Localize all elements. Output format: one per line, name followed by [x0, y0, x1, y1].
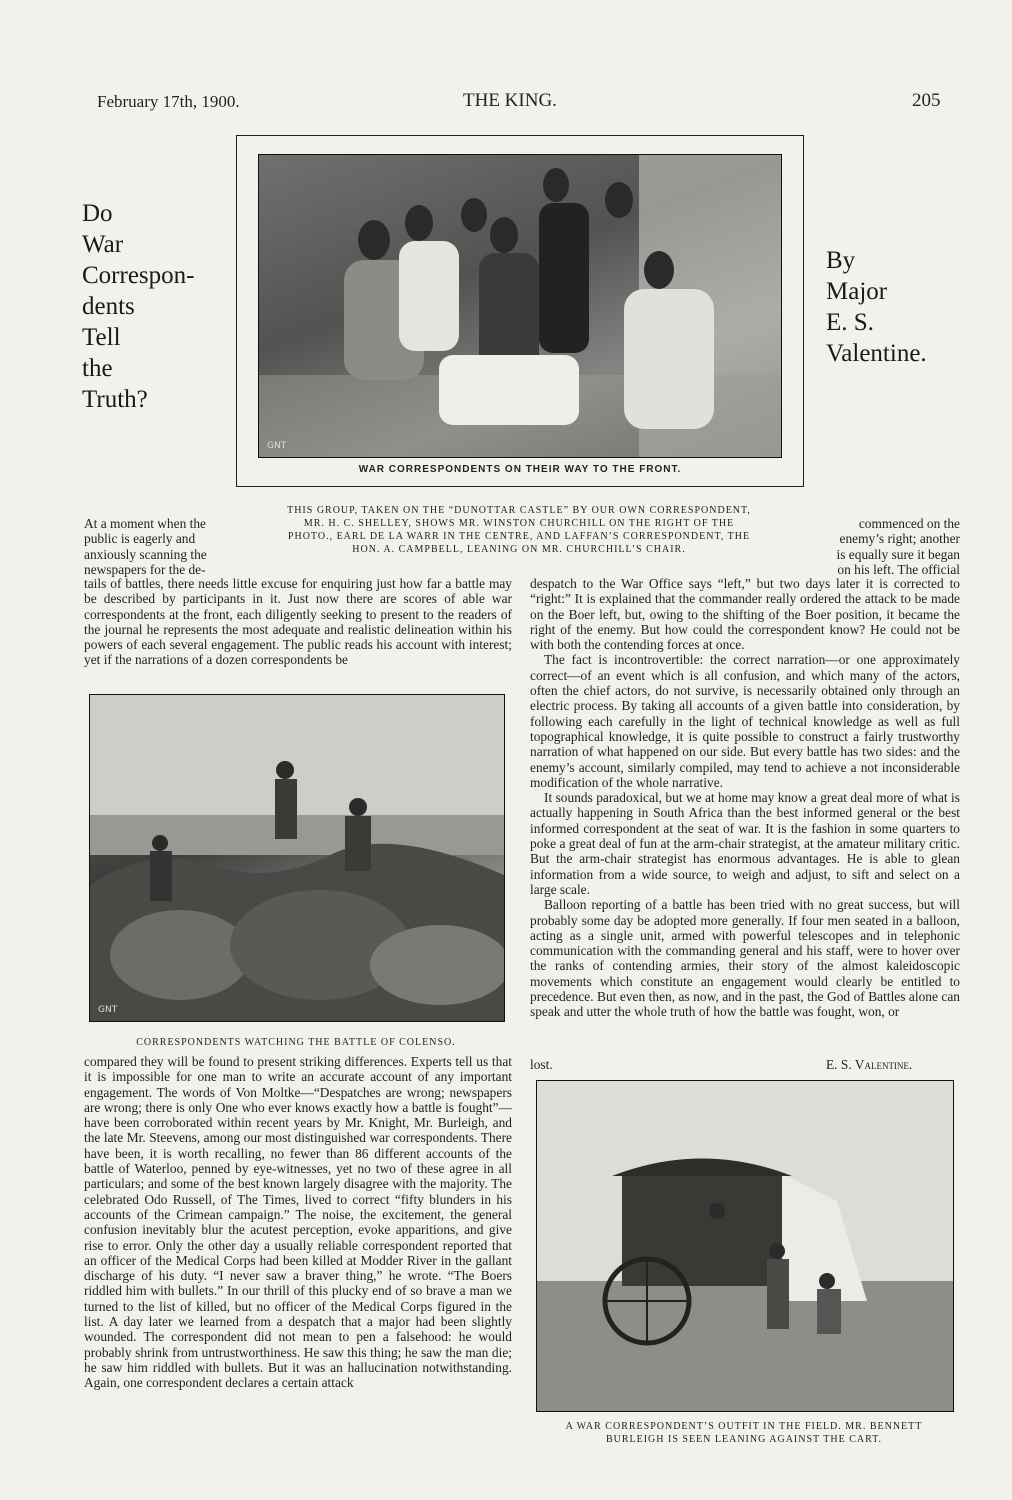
- paragraph: despatch to the War Office says “left,” but two days later it is corrected to “right:” It is explained that the commander really ordered the attack to be made on the Boer left, but, owing to the shifting of the Boer position, it became the right of the enemy. But how could the correspondent know? He could not be with both the contending forces at once.: [530, 576, 960, 653]
- intro-line: newspapers for the de-: [84, 561, 206, 577]
- description-line: THIS GROUP, TAKEN ON THE “DUNOTTAR CASTLE” BY OUR OWN CORRESPONDENT,: [287, 505, 751, 516]
- page-number: 205: [912, 90, 941, 111]
- hillside-scene: [90, 695, 504, 1021]
- intro-line: At a moment when the: [84, 516, 206, 531]
- description-line: MR. H. C. SHELLEY, SHOWS MR. WINSTON CHURCHILL ON THE RIGHT OF THE: [303, 518, 735, 529]
- right-column-text: [530, 576, 960, 1053]
- left-paragraph-2: [84, 1054, 512, 1450]
- outfit-caption: [526, 1420, 962, 1446]
- cart-scene: [537, 1081, 953, 1411]
- paragraph: compared they will be found to present striking differences. Experts tell us that it is impossible for one man to write an accurate account of any important engagement. The words of Von Moltke—“Despatches are wrong; newspapers are wrong; there is only One who ever knows exactly how a battle is fought”—have been corroborated within recent years by Mr. Knight, Mr. Burleigh, and the late Mr. Steevens, among our most distinguished war correspondents. There have been, it is worth recalling, no fewer than 86 different accounts of the battle of Waterloo, penned by eye-witnesses, yet no two of these agree in all particulars; and some of the best known largely disagree with the majority. The celebrated Odo Russell, of The Times, lived to correct “fifty blunders in his accounts of the Crimean campaign.” The noise, the excitement, the general confusion inevitably blur the acutest perception, evoke apparitions, and give rise to error. Only the other day a usually reliable correspondent reported that an officer of the Medical Corps had been killed at Modder River in the gallant discharge of his duty. “I never saw a braver thing,” he wrote. “The Boers riddled him with bullets.” In our thrill of this plucky end of so brave a man we turned to the list of killed, but no officer of the Medical Corps figured in the list. A day later we learned from a despatch that a major had been slightly wounded. The correspondent did not mean to pen a falsehood: he would probably shrink from untrustworthiness. He saw this thing; he saw the man die; he saw him riddled with bullets. But it was an hallucination notwithstanding. Again, one correspondent declares a certain attack: [84, 1054, 512, 1391]
- photo-credit: GNT: [98, 1005, 118, 1015]
- intro-line: on his left. The official: [837, 561, 960, 577]
- intro-line: commenced on the: [858, 516, 960, 531]
- title-word: War: [82, 231, 124, 258]
- title-word: Correspon-: [82, 262, 195, 289]
- left-paragraph-1: [84, 576, 512, 684]
- title-word: the: [82, 355, 113, 382]
- intro-line: enemy’s right; another: [839, 531, 960, 547]
- title-word: Do: [82, 200, 113, 227]
- caption-line: A WAR CORRESPONDENT’S OUTFIT IN THE FIELD. MR. BENNETT: [565, 1421, 923, 1432]
- group-silhouettes: [259, 155, 781, 457]
- magazine-title: THE KING.: [463, 90, 557, 111]
- byline-word: Valentine.: [826, 340, 927, 367]
- byline-word: By: [826, 247, 856, 274]
- war-correspondents-photo: [258, 154, 782, 458]
- right-intro-lines: [808, 516, 960, 577]
- colenso-caption: CORRESPONDENTS WATCHING THE BATTLE OF COLENSO.: [136, 1037, 456, 1048]
- author-signature: E. S. Valentine.: [826, 1057, 913, 1072]
- intro-line: anxiously scanning the: [84, 546, 207, 562]
- paragraph: The fact is incontrovertible: the correct narration—or one approximately correct—of an event which is all confusion, and which many of the actors, often the chief actors, do not survive, is necessarily obtained only through an electric process. By taking all accounts of a given battle into consideration, by following each carefully in the light of technical knowledge as well as full topographical knowledge, it is quite possible to construct a fairly trustworthy narration of what happened on our side. But every battle has two sides: and the enemy’s account, similarly compiled, may tend to achieve a not inconsiderable modification of the whole narrative.: [530, 652, 960, 790]
- title-word: Truth?: [82, 386, 148, 413]
- paragraph: tails of battles, there needs little excuse for enquiring just how far a battle may be described by participants in it. Just now there are scores of able war correspondents at the front, each diligently seeking to present to the readers of the journal he represents the most adequate and realistic delineation within his powers of each several engagement. The public reads his account with interest; yet if the narrations of a dozen correspondents be: [84, 576, 512, 668]
- top-photo-caption: WAR CORRESPONDENTS ON THEIR WAY TO THE FRONT.: [358, 464, 682, 475]
- paragraph: Balloon reporting of a battle has been tried with no great success, but will probably some day be adopted more generally. If four men seated in a balloon, acting as a single unit, armed with powerful telescopes and in telephonic communication with the commanding general and his staff, were to hover over the ranks of contending armies, their story of the almost kaleidoscopic movements which constitute an engagement would clearly be entitled to precedence. But even then, as now, and in the past, the God of Battles alone can speak and utter the whole truth of how the battle was fought, won, or: [530, 897, 960, 1020]
- description-line: HON. A. CAMPBELL, LEANING ON MR. CHURCHILL’S CHAIR.: [352, 544, 686, 555]
- byline-word: Major: [826, 278, 888, 305]
- colenso-battle-photo: [89, 694, 505, 1022]
- intro-line: public is eagerly and: [84, 531, 196, 547]
- caption-line: BURLEIGH IS SEEN LEANING AGAINST THE CART.: [605, 1434, 883, 1445]
- title-word: Tell: [82, 324, 121, 351]
- issue-date: February 17th, 1900.: [97, 92, 240, 111]
- paragraph: It sounds paradoxical, but we at home may know a great deal more of what is actually happening in South Africa than the best informed general or the best informed correspondent at the seat of war. It is the fashion in some quarters to poke a great deal of fun at the arm-chair strategist, at the amateur military critic. But the arm-chair strategist has enormous advantages. He is able to glean information from a wide source, to weigh and adjust, to sift and select on a large scale.: [530, 790, 960, 897]
- intro-line: is equally sure it began: [836, 546, 960, 562]
- photo-credit: GNT: [267, 441, 287, 451]
- top-photo-frame: [236, 135, 804, 487]
- left-intro-lines: [84, 516, 234, 577]
- correspondent-outfit-photo: [536, 1080, 954, 1412]
- byline: [826, 245, 966, 369]
- top-photo-description: [236, 504, 802, 556]
- final-word: lost.: [530, 1057, 553, 1072]
- title-word: dents: [82, 293, 135, 320]
- byline-word: E. S.: [826, 309, 874, 336]
- description-line: PHOTO., EARL DE LA WARR IN THE CENTRE, AND LAFFAN’S CORRESPONDENT, THE: [287, 531, 751, 542]
- article-title: [82, 198, 222, 415]
